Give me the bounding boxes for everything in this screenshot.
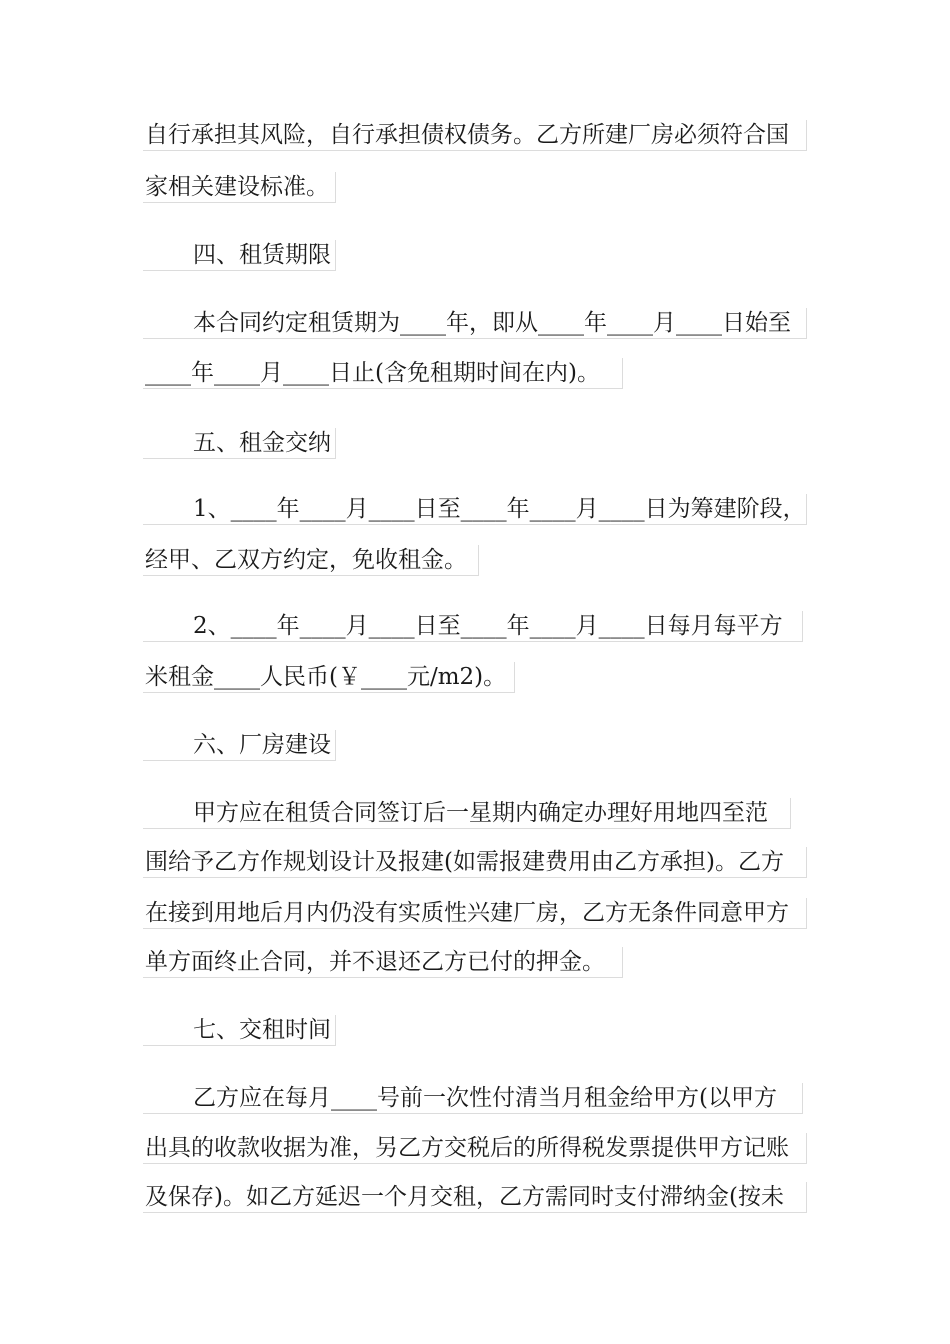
text-line: 2、____年____月____日至____年____月____日每月每平方 <box>143 611 803 642</box>
section-heading: 六、厂房建设 <box>143 730 336 761</box>
text-line: 1、____年____月____日至____年____月____日为筹建阶段， <box>143 494 807 525</box>
text-line: ____年____月____日止(含免租期时间在内)。 <box>143 358 623 389</box>
text-line: 在接到用地后月内仍没有实质性兴建厂房，乙方无条件同意甲方 <box>143 898 807 929</box>
section-heading: 五、租金交纳 <box>143 428 336 459</box>
text-line: 出具的收款收据为准，另乙方交税后的所得税发票提供甲方记账 <box>143 1133 807 1164</box>
section-heading: 四、租赁期限 <box>143 240 336 271</box>
text-line: 乙方应在每月____号前一次性付清当月租金给甲方(以甲方 <box>143 1083 803 1114</box>
text-line: 经甲、乙双方约定，免收租金。 <box>143 545 479 576</box>
text-line: 米租金____人民币(￥____元/m2)。 <box>143 662 515 693</box>
text-line: 本合同约定租赁期为____年，即从____年____月____日始至 <box>143 308 807 339</box>
text-line: 自行承担其风险，自行承担债权债务。乙方所建厂房必须符合国 <box>143 120 807 151</box>
text-line: 甲方应在租赁合同签订后一星期内确定办理好用地四至范 <box>143 798 791 829</box>
text-line: 家相关建设标准。 <box>143 172 336 203</box>
section-heading: 七、交租时间 <box>143 1015 336 1046</box>
text-line: 及保存)。如乙方延迟一个月交租，乙方需同时支付滞纳金(按未 <box>143 1182 807 1213</box>
text-line: 围给予乙方作规划设计及报建(如需报建费用由乙方承担)。乙方 <box>143 847 807 878</box>
text-line: 单方面终止合同，并不退还乙方已付的押金。 <box>143 947 623 978</box>
